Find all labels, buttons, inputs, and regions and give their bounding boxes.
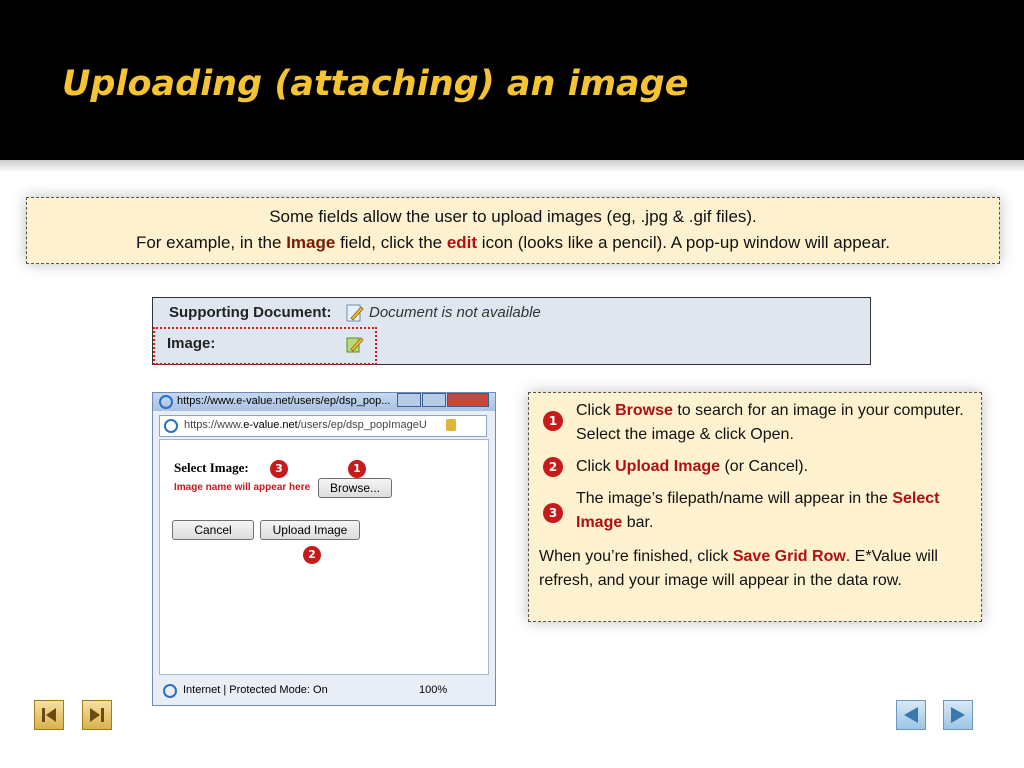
upload-popup-window [152, 392, 496, 706]
save-grid-row-keyword: Save Grid Row [732, 548, 846, 565]
supporting-document-label: Supporting Document: [169, 304, 332, 321]
upload-image-keyword: Upload Image [615, 458, 721, 475]
step-badge-3: 3 [270, 460, 288, 478]
step-2-text [576, 455, 966, 479]
cancel-button[interactable]: Cancel [172, 520, 254, 540]
previous-slide-button[interactable] [896, 700, 926, 730]
url-domain: e-value.net [243, 419, 298, 431]
url-prefix: https://www. [184, 419, 244, 431]
step-badge-2: 2 [543, 457, 563, 477]
slide-title: Uploading (attaching) an image [62, 64, 689, 104]
step-text: bar. [622, 514, 654, 531]
step-text: When you’re finished, click [539, 548, 733, 565]
url-path: /users/ep/dsp_popImageU [297, 419, 427, 431]
step-text: Click [576, 402, 616, 419]
select-image-label: Select Image: [174, 460, 249, 475]
popup-content [159, 439, 489, 675]
step-text: (or Cancel). [720, 458, 809, 475]
skip-back-icon [39, 705, 59, 725]
image-field-label: Image: [167, 335, 216, 352]
intro-edit-keyword: edit [446, 233, 478, 252]
upload-image-button[interactable]: Upload Image [260, 520, 360, 540]
window-controls [396, 393, 489, 407]
next-slide-button[interactable] [943, 700, 973, 730]
browse-keyword: Browse [615, 402, 673, 419]
status-bar [153, 679, 495, 703]
address-bar[interactable] [159, 415, 487, 437]
step-badge-1: 1 [543, 411, 563, 431]
browser-icon [159, 395, 173, 409]
intro-image-keyword: Image [286, 233, 336, 252]
intro-text: field, click the [335, 233, 447, 252]
image-field-highlight [153, 327, 377, 365]
first-slide-button[interactable] [34, 700, 64, 730]
step-text: to search for an image in your computer. Select the image & click Open. [576, 402, 964, 443]
last-slide-button[interactable] [82, 700, 112, 730]
step-text: Click [576, 458, 616, 475]
divider [0, 160, 1024, 172]
form-field-screenshot [152, 297, 871, 365]
zoom-level[interactable]: 100% [419, 684, 448, 696]
maximize-button[interactable] [422, 393, 446, 407]
skip-forward-icon [87, 705, 107, 725]
select-image-keyword: Select Image [576, 490, 940, 531]
intro-callout [26, 197, 1000, 264]
arrow-left-icon [901, 705, 921, 725]
instructions-callout [528, 392, 982, 622]
close-button[interactable] [447, 393, 489, 407]
step-1-text [576, 399, 966, 447]
globe-icon [163, 684, 177, 698]
file-path-field[interactable]: Image name will appear here [174, 482, 311, 493]
step-badge-3: 3 [543, 503, 563, 523]
minimize-button[interactable] [397, 393, 421, 407]
arrow-right-icon [948, 705, 968, 725]
intro-text: icon (looks like a pencil). A pop-up window will appear. [477, 233, 891, 252]
edit-pencil-icon[interactable] [345, 303, 365, 323]
popup-title: https://www.e-value.net/users/ep/dsp_pop... [177, 395, 391, 407]
supporting-document-value: Document is not available [369, 304, 541, 321]
step-text: . E*Value will refresh, and your image will appear in the data row. [539, 548, 938, 589]
lock-icon [446, 419, 456, 431]
closing-text [539, 545, 971, 593]
step-3-text [576, 487, 966, 535]
intro-line-1: Some fields allow the user to upload images (eg, .jpg & .gif files). [269, 207, 757, 226]
browse-button[interactable]: Browse... [318, 478, 392, 498]
address-url [184, 419, 427, 431]
intro-line-2 [27, 233, 999, 253]
popup-titlebar [153, 393, 495, 411]
intro-text: For example, in the [135, 233, 287, 252]
page-icon [164, 419, 178, 433]
status-text: Internet | Protected Mode: On [183, 684, 328, 696]
step-badge-1: 1 [348, 460, 366, 478]
step-text: The image’s filepath/name will appear in the [576, 490, 893, 507]
step-badge-2: 2 [303, 546, 321, 564]
